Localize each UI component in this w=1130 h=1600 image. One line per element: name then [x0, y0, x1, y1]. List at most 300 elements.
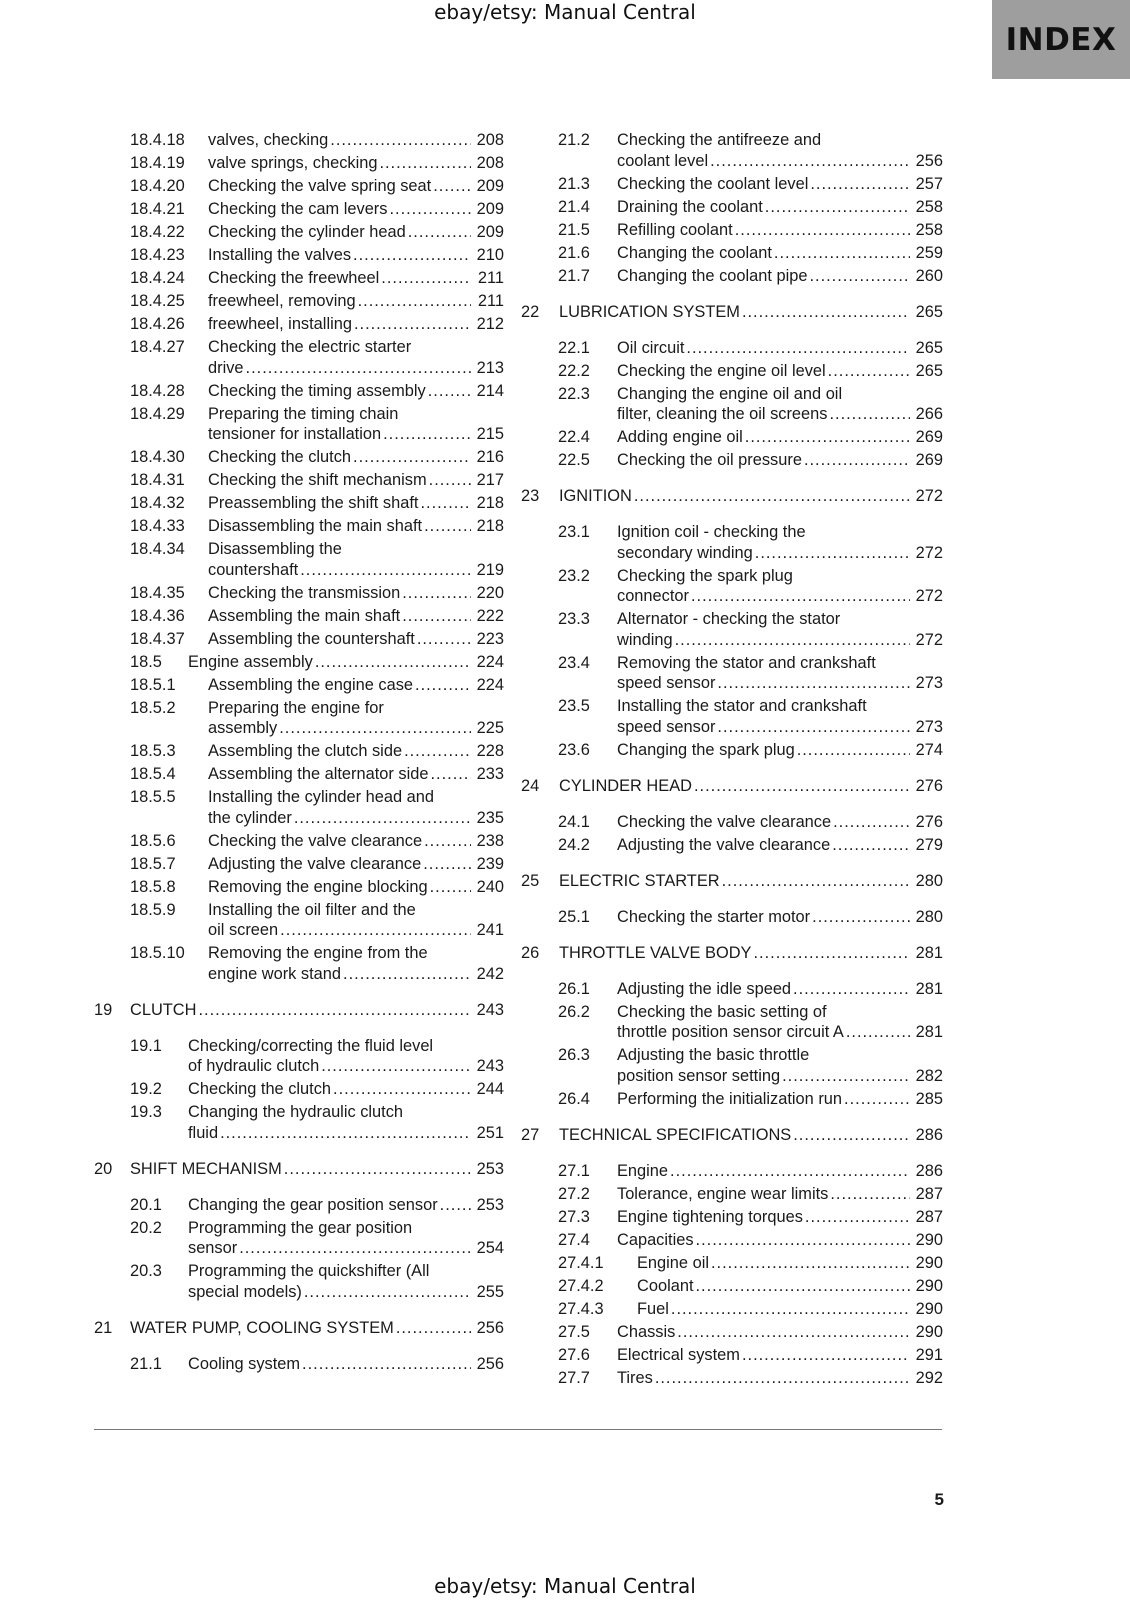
- toc-entry-title: THROTTLE VALVE BODY: [559, 943, 752, 962]
- watermark-bottom: ebay/etsy: Manual Central: [434, 1574, 696, 1598]
- toc-entry[interactable]: [533, 1230, 943, 1251]
- toc-entry[interactable]: [533, 1345, 943, 1366]
- toc-page-number: 255: [476, 1282, 504, 1301]
- toc-page-number: 282: [915, 1066, 943, 1085]
- toc-entry-number: 27.1: [558, 1161, 590, 1180]
- toc-entry-title: Cooling system: [188, 1354, 301, 1373]
- toc-entry-number: 18.4.18: [130, 131, 185, 149]
- toc-entry[interactable]: [94, 404, 504, 445]
- dot-leader: [417, 629, 471, 650]
- toc-entry-title: Checking the valve spring seat: [208, 177, 432, 195]
- dot-leader: [300, 560, 471, 581]
- toc-entry-title: Checking the cylinder head: [208, 223, 406, 241]
- dot-leader: [797, 740, 910, 761]
- toc-entry[interactable]: [533, 220, 943, 241]
- dot-leader: [694, 776, 910, 797]
- toc-entry-number: 18.4.24: [130, 269, 185, 287]
- toc-chapter[interactable]: [94, 1318, 504, 1339]
- toc-entry[interactable]: [94, 199, 504, 220]
- toc-entry[interactable]: [533, 361, 943, 382]
- toc-entry[interactable]: [533, 243, 943, 264]
- toc-entry-number: 23.1: [558, 523, 590, 541]
- toc-page-number: 258: [915, 197, 943, 216]
- toc-entry-number: 18.4.23: [130, 246, 185, 264]
- toc-entry-number: 18.5.1: [130, 675, 176, 694]
- toc-page-number: 291: [915, 1345, 943, 1364]
- toc-page-number: 253: [476, 1159, 504, 1178]
- toc-entry[interactable]: [94, 675, 504, 696]
- dot-leader: [782, 1066, 910, 1087]
- toc-entry-title: Checking the oil pressure: [617, 451, 802, 469]
- dot-leader: [793, 1125, 910, 1146]
- dot-leader: [415, 675, 471, 696]
- dot-leader: [634, 486, 910, 507]
- toc-entry-title: Changing the coolant: [617, 243, 772, 262]
- toc-page-number: 210: [476, 246, 504, 264]
- toc-entry-title: Engine tightening torques: [617, 1207, 803, 1226]
- toc-page-number: 276: [915, 812, 943, 831]
- toc-entry-number: 19.2: [130, 1080, 162, 1098]
- toc-entry[interactable]: [533, 1089, 943, 1110]
- toc-entry-number: 27.6: [558, 1345, 590, 1364]
- toc-page-number: 242: [476, 964, 504, 983]
- toc-entry[interactable]: [94, 1261, 504, 1302]
- toc-entry-title: Checking the freewheel: [208, 269, 380, 287]
- dot-leader: [383, 424, 471, 445]
- toc-entry[interactable]: [94, 539, 504, 580]
- toc-chapter[interactable]: [521, 1125, 943, 1146]
- toc-entry[interactable]: [94, 698, 504, 739]
- toc-entry[interactable]: [94, 652, 504, 673]
- dot-leader: [696, 1230, 910, 1251]
- toc-entry[interactable]: [94, 381, 504, 402]
- toc-entry-title: Engine assembly: [188, 652, 313, 671]
- toc-entry-number: 27.4.3: [558, 1299, 604, 1318]
- dot-leader: [809, 266, 910, 287]
- toc-entry-title: Disassembling the: [208, 540, 342, 558]
- toc-entry-number: 27.4.1: [558, 1253, 604, 1272]
- dot-leader: [717, 673, 910, 694]
- toc-entry-number: 18.4.36: [130, 606, 185, 625]
- toc-entry[interactable]: [94, 176, 504, 197]
- toc-entry[interactable]: [533, 197, 943, 218]
- toc-entry-title: freewheel, removing: [208, 292, 356, 310]
- toc-entry[interactable]: [94, 629, 504, 650]
- toc-page-number: 279: [915, 835, 943, 854]
- toc-entry[interactable]: [94, 153, 504, 174]
- toc-entry-title: Preparing the timing chain: [208, 404, 399, 423]
- toc-entry[interactable]: [533, 427, 943, 448]
- toc-page-number: 281: [915, 979, 943, 998]
- toc-entry-title: Adjusting the valve clearance: [617, 835, 831, 854]
- toc-entry[interactable]: [94, 470, 504, 491]
- toc-entry[interactable]: [533, 174, 943, 195]
- toc-entry-title: of hydraulic clutch: [188, 1057, 320, 1075]
- toc-entry-title: Adding engine oil: [617, 428, 743, 446]
- toc-page-number: 228: [476, 742, 504, 760]
- toc-entry-number: 27: [521, 1125, 540, 1144]
- toc-entry[interactable]: [94, 1218, 504, 1259]
- toc-entry[interactable]: [94, 877, 504, 898]
- toc-page-number: 208: [476, 131, 504, 149]
- toc-page-number: 258: [915, 220, 943, 239]
- toc-entry-number: 26.1: [558, 979, 590, 998]
- toc-entry-title: the cylinder: [208, 808, 292, 827]
- toc-page-number: 256: [476, 1354, 504, 1373]
- toc-entry-title: throttle position sensor circuit A: [617, 1023, 844, 1041]
- toc-entry-number: 27.7: [558, 1368, 590, 1387]
- toc-page-number: 266: [915, 405, 943, 423]
- toc-page-number: 265: [915, 361, 943, 380]
- toc-entry[interactable]: [533, 1368, 943, 1389]
- toc-entry[interactable]: [94, 1354, 504, 1375]
- toc-entry-title: Oil circuit: [617, 338, 685, 357]
- toc-entry-title: special models): [188, 1282, 302, 1301]
- dot-leader: [774, 243, 910, 264]
- toc-entry-number: 23.4: [558, 653, 590, 672]
- dot-leader: [829, 404, 910, 425]
- dot-leader: [742, 302, 910, 323]
- toc-entry[interactable]: [533, 835, 943, 856]
- toc-entry[interactable]: [533, 740, 943, 761]
- toc-entry-title: Checking the clutch: [188, 1080, 332, 1098]
- toc-entry-title: TECHNICAL SPECIFICATIONS: [559, 1125, 792, 1144]
- toc-entry[interactable]: [94, 831, 504, 852]
- toc-page-number: 216: [476, 448, 504, 466]
- toc-entry-title: countershaft: [208, 560, 299, 579]
- toc-entry[interactable]: [94, 787, 504, 828]
- toc-entry-title: Checking the electric starter: [208, 338, 412, 356]
- toc-entry-title: Preparing the engine for: [208, 698, 384, 717]
- toc-chapter[interactable]: [521, 486, 943, 507]
- toc-entry[interactable]: [533, 653, 943, 694]
- toc-entry-number: 18.5.3: [130, 742, 176, 760]
- toc-entry-number: 21.4: [558, 197, 590, 216]
- toc-entry-title: drive: [208, 358, 244, 377]
- toc-entry[interactable]: [94, 764, 504, 785]
- dot-leader: [379, 153, 471, 174]
- toc-entry[interactable]: [533, 1299, 943, 1320]
- toc-entry[interactable]: [94, 516, 504, 537]
- toc-entry[interactable]: [533, 979, 943, 1000]
- toc-entry[interactable]: [94, 741, 504, 762]
- toc-entry[interactable]: [533, 1161, 943, 1182]
- toc-entry-title: Installing the stator and crankshaft: [617, 697, 867, 715]
- toc-entry-title: Removing the stator and crankshaft: [617, 653, 876, 672]
- toc-entry-number: 18.4.31: [130, 471, 185, 489]
- toc-entry[interactable]: [94, 314, 504, 335]
- toc-entry-number: 18.4.19: [130, 154, 185, 172]
- toc-entry[interactable]: [533, 266, 943, 287]
- toc-page-number: 223: [476, 629, 504, 648]
- toc-entry[interactable]: [533, 1322, 943, 1343]
- dot-leader: [675, 630, 910, 651]
- toc-entry[interactable]: [533, 338, 943, 359]
- toc-page-number: 251: [476, 1123, 504, 1142]
- toc-entry[interactable]: [533, 522, 943, 563]
- toc-entry-number: 21.2: [558, 131, 590, 149]
- dot-leader: [812, 907, 910, 928]
- toc-entry-title: coolant level: [617, 151, 709, 170]
- toc-page-number: 260: [915, 266, 943, 285]
- toc-entry-title: ELECTRIC STARTER: [559, 871, 720, 890]
- toc-entry-title: Checking the basic setting of: [617, 1002, 827, 1021]
- toc-page-number: 217: [476, 471, 504, 489]
- toc-page-number: 290: [915, 1253, 943, 1272]
- toc-chapter[interactable]: [521, 302, 943, 323]
- dot-leader: [670, 1161, 910, 1182]
- toc-entry[interactable]: [94, 337, 504, 378]
- dot-leader: [810, 174, 910, 195]
- toc-page-number: 274: [915, 740, 943, 759]
- toc-page-number: 222: [476, 606, 504, 625]
- dot-leader: [428, 381, 471, 402]
- toc-entry-title: Draining the coolant: [617, 197, 763, 216]
- toc-entry-title: Checking the coolant level: [617, 174, 809, 193]
- toc-entry[interactable]: [94, 222, 504, 243]
- toc-entry-title: Checking the valve clearance: [208, 831, 423, 850]
- toc-entry[interactable]: [94, 1036, 504, 1077]
- dot-leader: [396, 1318, 471, 1339]
- toc-entry-title: Checking the cam levers: [208, 200, 388, 218]
- toc-entry[interactable]: [533, 566, 943, 607]
- toc-entry-number: 19.3: [130, 1103, 162, 1121]
- dot-leader: [440, 1195, 471, 1216]
- toc-entry-number: 18.4.20: [130, 177, 185, 195]
- toc-entry-number: 18.5.5: [130, 788, 176, 806]
- toc-entry-number: 18.4.32: [130, 494, 185, 512]
- toc-entry-number: 21.7: [558, 266, 590, 285]
- toc-page-number: 240: [476, 877, 504, 896]
- toc-page-number: 224: [476, 652, 504, 671]
- toc-entry[interactable]: [533, 1207, 943, 1228]
- toc-entry-number: 23: [521, 487, 540, 505]
- toc-page-number: 208: [476, 154, 504, 172]
- toc-entry-title: fluid: [188, 1123, 219, 1142]
- dot-leader: [696, 1276, 911, 1297]
- dot-leader: [420, 493, 471, 514]
- toc-page-number: 256: [476, 1318, 504, 1337]
- dot-leader: [833, 812, 910, 833]
- dot-leader: [433, 176, 471, 197]
- dot-leader: [735, 220, 910, 241]
- toc-page-number: 272: [915, 543, 943, 562]
- toc-entry-number: 27.5: [558, 1322, 590, 1341]
- toc-entry-number: 20.3: [130, 1262, 162, 1280]
- toc-entry[interactable]: [94, 1195, 504, 1216]
- dot-leader: [765, 197, 910, 218]
- toc-page-number: 290: [915, 1299, 943, 1318]
- toc-entry[interactable]: [533, 1253, 943, 1274]
- dot-leader: [302, 1354, 471, 1375]
- toc-chapter[interactable]: [94, 1000, 504, 1021]
- dot-leader: [710, 151, 910, 172]
- toc-entry-title: Checking the engine oil level: [617, 361, 826, 380]
- page-number: 5: [934, 1490, 944, 1509]
- toc-entry[interactable]: [94, 583, 504, 604]
- toc-entry-title: CLUTCH: [130, 1000, 197, 1019]
- toc-entry[interactable]: [533, 907, 943, 928]
- dot-leader: [381, 268, 471, 289]
- toc-entry-title: Tolerance, engine wear limits: [617, 1184, 829, 1203]
- toc-entry-title: Changing the spark plug: [617, 740, 795, 759]
- toc-entry-number: 18.4.29: [130, 404, 185, 423]
- toc-entry-number: 22.4: [558, 428, 590, 446]
- toc-entry-number: 20: [94, 1159, 113, 1178]
- toc-page-number: 290: [915, 1276, 943, 1295]
- toc-entry[interactable]: [533, 1184, 943, 1205]
- toc-entry-title: tensioner for installation: [208, 425, 382, 443]
- toc-entry-title: Assembling the clutch side: [208, 742, 403, 760]
- footer-divider: [94, 1429, 942, 1430]
- toc-entry-number: 18.4.27: [130, 338, 185, 356]
- toc-entry-number: 27.2: [558, 1184, 590, 1203]
- toc-entry[interactable]: [94, 943, 504, 984]
- toc-entry[interactable]: [94, 291, 504, 312]
- dot-leader: [671, 1299, 910, 1320]
- toc-page-number: 276: [915, 776, 943, 795]
- toc-entry-number: 18.5.7: [130, 854, 176, 873]
- toc-entry-number: 18.5.2: [130, 698, 176, 717]
- toc-entry[interactable]: [533, 130, 943, 171]
- toc-entry-number: 18.5.8: [130, 877, 176, 896]
- toc-entry[interactable]: [533, 1276, 943, 1297]
- toc-entry-title: IGNITION: [559, 487, 632, 505]
- toc-entry[interactable]: [533, 696, 943, 737]
- toc-page-number: 286: [915, 1125, 943, 1144]
- toc-entry[interactable]: [94, 130, 504, 151]
- toc-entry-number: 26.3: [558, 1046, 590, 1064]
- toc-page-number: 218: [476, 517, 504, 535]
- toc-entry[interactable]: [533, 1045, 943, 1086]
- toc-entry-title: speed sensor: [617, 674, 716, 692]
- toc-entry-title: Checking/correcting the fluid level: [188, 1036, 434, 1055]
- toc-entry[interactable]: [94, 493, 504, 514]
- toc-page-number: 269: [915, 451, 943, 469]
- toc-entry-title: Assembling the engine case: [208, 675, 414, 694]
- toc-entry[interactable]: [533, 812, 943, 833]
- toc-entry[interactable]: [533, 1002, 943, 1043]
- toc-entry-number: 18.4.28: [130, 381, 185, 400]
- dot-leader: [279, 718, 471, 739]
- toc-entry-title: secondary winding: [617, 543, 753, 562]
- toc-page-number: 235: [476, 808, 504, 827]
- toc-entry-number: 18.4.22: [130, 223, 185, 241]
- toc-page-number: 220: [476, 583, 504, 602]
- toc-entry-number: 23.5: [558, 697, 590, 715]
- toc-entry[interactable]: [94, 268, 504, 289]
- toc-entry-title: Changing the coolant pipe: [617, 266, 808, 285]
- toc-entry-title: assembly: [208, 719, 278, 737]
- toc-entry-title: Adjusting the valve clearance: [208, 854, 422, 873]
- dot-leader: [711, 1253, 910, 1274]
- toc-entry-title: Programming the quickshifter (All: [188, 1262, 430, 1280]
- toc-page-number: 215: [476, 425, 504, 443]
- toc-entry-title: Checking the starter motor: [617, 907, 811, 926]
- toc-entry-number: 21.1: [130, 1354, 162, 1373]
- dot-leader: [220, 1123, 471, 1144]
- toc-entry[interactable]: [94, 245, 504, 266]
- dot-leader: [753, 943, 910, 964]
- toc-entry-title: Disassembling the main shaft: [208, 517, 423, 535]
- dot-leader: [304, 1282, 471, 1303]
- toc-entry-title: Removing the engine from the: [208, 944, 428, 962]
- toc-entry[interactable]: [533, 450, 943, 471]
- toc-page-number: 253: [476, 1195, 504, 1214]
- toc-entry[interactable]: [94, 606, 504, 627]
- toc-entry[interactable]: [94, 447, 504, 468]
- toc-chapter[interactable]: [521, 776, 943, 797]
- toc-entry[interactable]: [94, 1079, 504, 1100]
- toc-entry-number: 23.3: [558, 610, 590, 628]
- toc-entry-title: Programming the gear position: [188, 1218, 413, 1237]
- toc-page-number: 239: [476, 854, 504, 873]
- toc-entry-number: 18.4.34: [130, 540, 185, 558]
- dot-leader: [389, 199, 471, 220]
- dot-leader: [408, 222, 471, 243]
- toc-page-number: 238: [476, 831, 504, 850]
- toc-page-number: 244: [476, 1080, 504, 1098]
- toc-entry-title: Removing the engine blocking: [208, 877, 428, 896]
- toc-page-number: 281: [915, 1023, 943, 1041]
- index-section-tab[interactable]: INDEX: [992, 0, 1130, 79]
- toc-entry-number: 21.5: [558, 220, 590, 239]
- toc-chapter[interactable]: [521, 943, 943, 964]
- toc-entry[interactable]: [533, 384, 943, 425]
- toc-entry-title: Checking the shift mechanism: [208, 471, 427, 489]
- dot-leader: [321, 1056, 471, 1077]
- toc-page-number: 209: [476, 223, 504, 241]
- toc-entry[interactable]: [94, 1102, 504, 1143]
- toc-entry-number: 20.1: [130, 1195, 162, 1214]
- toc-entry[interactable]: [533, 609, 943, 650]
- toc-entry-title: sensor: [188, 1239, 238, 1257]
- toc-entry-number: 18.4.26: [130, 315, 185, 333]
- toc-entry-title: Changing the engine oil and oil: [617, 384, 843, 403]
- toc-chapter[interactable]: [521, 871, 943, 892]
- dot-leader: [830, 1184, 910, 1205]
- toc-page-number: 287: [915, 1184, 943, 1203]
- toc-chapter[interactable]: [94, 1159, 504, 1180]
- toc-entry-title: Checking the clutch: [208, 448, 352, 466]
- toc-entry-title: Checking the antifreeze and: [617, 131, 822, 149]
- toc-entry-number: 20.2: [130, 1218, 162, 1237]
- toc-page-number: 265: [915, 302, 943, 321]
- toc-entry[interactable]: [94, 900, 504, 941]
- toc-page-number: 265: [915, 338, 943, 357]
- dot-leader: [315, 652, 471, 673]
- toc-page-number: 257: [915, 174, 943, 193]
- dot-leader: [423, 854, 471, 875]
- toc-page-number: 273: [915, 674, 943, 692]
- dot-leader: [246, 358, 471, 379]
- toc-entry-title: valve springs, checking: [208, 154, 378, 172]
- toc-entry-title: Changing the hydraulic clutch: [188, 1103, 404, 1121]
- toc-page-number: 209: [476, 200, 504, 218]
- toc-entry-title: Checking the spark plug: [617, 566, 793, 585]
- toc-entry-title: Installing the valves: [208, 246, 352, 264]
- toc-entry[interactable]: [94, 854, 504, 875]
- dot-leader: [742, 1345, 910, 1366]
- dot-leader: [717, 717, 910, 738]
- dot-leader: [722, 871, 910, 892]
- toc-page-number: 285: [915, 1089, 943, 1108]
- dot-leader: [284, 1159, 471, 1180]
- dot-leader: [804, 450, 910, 471]
- toc-entry-title: Fuel: [637, 1299, 669, 1318]
- toc-page-number: 290: [915, 1230, 943, 1249]
- toc-page-number: 273: [915, 717, 943, 736]
